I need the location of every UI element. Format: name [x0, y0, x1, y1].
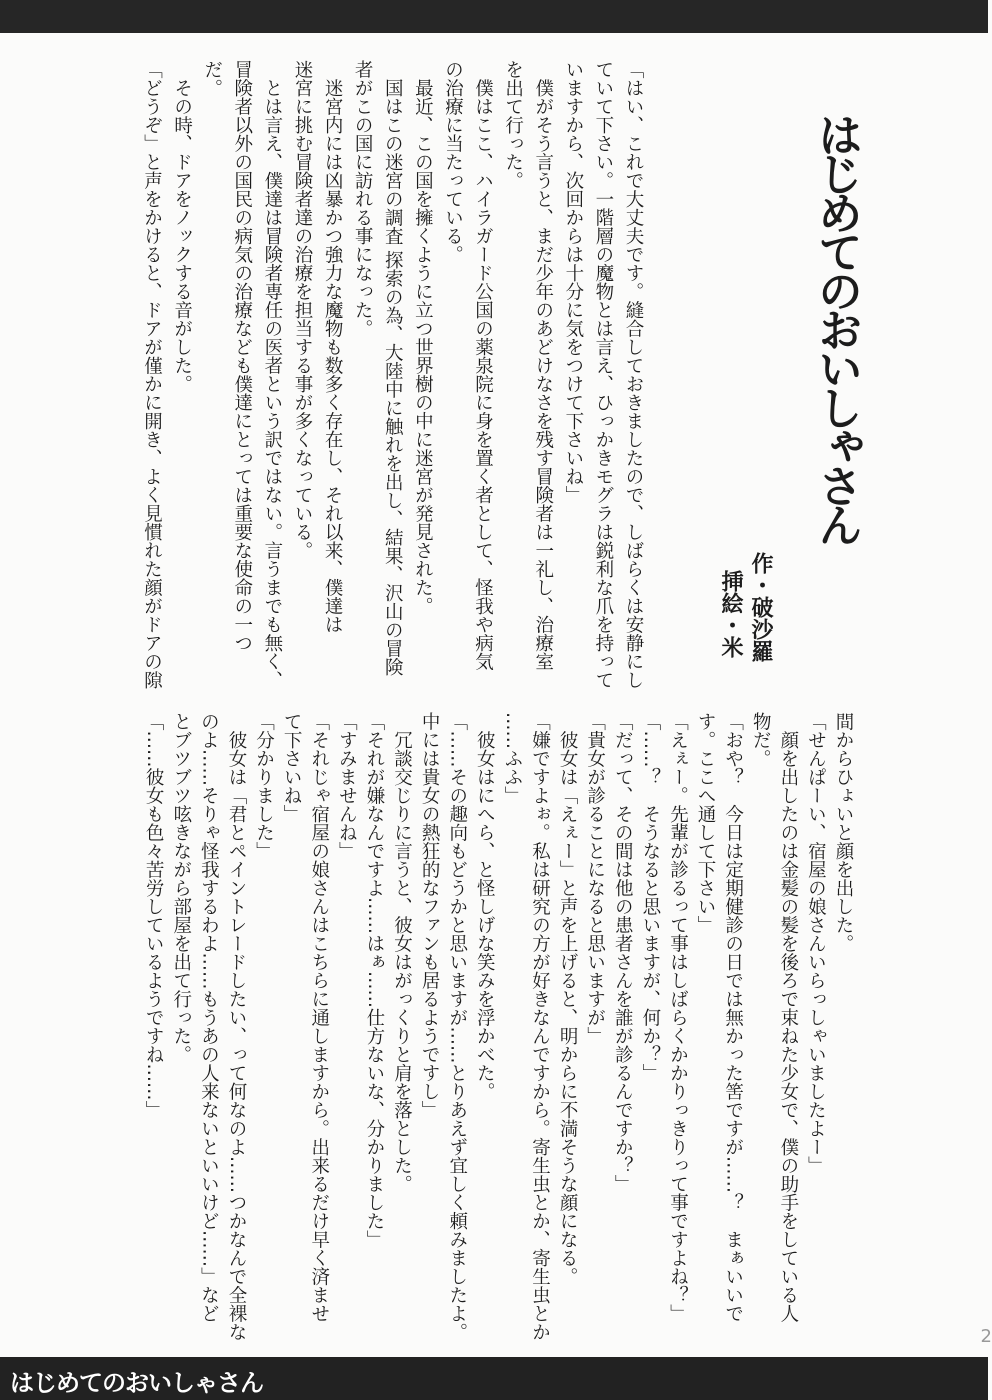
- credits: [715, 552, 775, 662]
- text-column: 彼女は「えぇー」と声を上げると、明からに不満そうな顔になる。: [557, 712, 579, 1286]
- text-column: 「……その趣向もどうかと思いますが……とりあえず宜しく頼みましたよ。: [446, 712, 468, 1341]
- text-column: 「だって、その間は他の患者さんを誰が診るんですか？」: [612, 712, 634, 1193]
- text-column: その時、ドアをノックする音がした。: [171, 60, 193, 393]
- text-column: 「……彼女も色々苦労しているようですね……」: [143, 712, 165, 1119]
- text-column: の治療に当たっている。: [442, 60, 464, 264]
- text-column: 僕がそう言うと、まだ少年のあどけなさを残す冒険者は一礼し、治療室: [532, 60, 554, 671]
- text-column: 顔を出したのは金髪の髪を後ろで束ねた少女で、僕の助手をしている人: [777, 712, 799, 1323]
- text-column: 彼女はにへら、と怪しげな笑みを浮かべた。: [474, 712, 496, 1101]
- text-column: 「分かりました」: [253, 712, 275, 860]
- text-column: だ。: [201, 60, 223, 97]
- story-title: はじめてのおいしゃさん: [810, 112, 863, 541]
- text-column: 者がこの国に訪れる事になった。: [352, 60, 374, 338]
- text-column: 「はい、これで大丈夫です。縫合しておきましたので、しばらくは安静にし: [623, 60, 644, 689]
- text-column: いますから、次回からは十分に気をつけて下さいね」: [562, 60, 584, 504]
- text-column: 中には貴女の熱狂的なファンも居るようですし」: [419, 712, 441, 1119]
- text-column: 「……？ そうなると思いますが、何か？」: [639, 712, 661, 1082]
- text-column: のよ……そりゃ怪我するわよ……もうあの人来ないといいけど……」など: [198, 712, 220, 1323]
- text-column: ていて下さい。一階層の魔物とは言え、ひっかきモグラは鋭利な爪を持って: [592, 60, 614, 689]
- footer-bar: [0, 1357, 988, 1400]
- text-column: 迷宮に挑む冒険者達の治療を担当する事が多くなっている。: [291, 60, 313, 560]
- text-column: を出て行った。: [502, 60, 524, 190]
- page-number: 2: [980, 1326, 992, 1347]
- text-column: 物だ。: [750, 712, 772, 768]
- illustration-credit: 挿絵・米: [718, 570, 743, 658]
- text-column: 彼女は「君とペイントレードしたい、って何なのよ……つかなんで全裸な: [225, 712, 247, 1341]
- text-column: 迷宮内には凶暴かつ強力な魔物も数多く存在し、それ以来、僕達は: [322, 60, 344, 634]
- body-text-upper: [136, 60, 648, 700]
- text-column: 「すみませんね」: [336, 712, 358, 860]
- text-column: す。ここへ通して下さい」: [695, 712, 717, 934]
- text-column: 間からひょいと顔を出した。: [833, 712, 854, 953]
- text-column: 最近、この国を擁くように立つ世界樹の中に迷宮が発見された。: [412, 60, 434, 615]
- text-column: 「えぇー。先輩が診るって事はしばらくかかりっきりって事ですよね？」: [667, 712, 689, 1323]
- text-column: 国はこの迷宮の調査 探索の為、大陸中に触れを出し、結果、沢山の冒険: [382, 60, 404, 677]
- text-column: 僕はここ、ハイラガード公国の薬泉院に身を置く者として、怪我や病気: [472, 60, 494, 671]
- author-credit: 作・破沙羅: [748, 552, 773, 662]
- text-column: て下さいね」: [281, 712, 303, 823]
- body-text-lower: [140, 712, 857, 1352]
- text-column: ……ふふ」: [501, 712, 523, 805]
- text-column: 「嫌ですよぉ。私は研究の方が好きなんですから。寄生虫とか、寄生虫とか: [529, 712, 551, 1341]
- top-margin-bar: [0, 0, 988, 33]
- text-column: 「それが嫌なんですよ……はぁ……仕方ないな、分かりました」: [363, 712, 385, 1249]
- text-column: 「それじゃ宿屋の娘さんはこちらに通しますから。出来るだけ早く済ませ: [308, 712, 330, 1323]
- text-column: とブツブツ呟きながら部屋を出て行った。: [170, 712, 192, 1064]
- text-column: 冒険者以外の国民の病気の治療なども僕達にとっては重要な使命の一つ: [231, 60, 253, 652]
- text-column: 冗談交じりに言うと、彼女はがっくりと肩を落とした。: [391, 712, 413, 1193]
- text-column: とは言え、僕達は冒険者専任の医者という訳ではない。言うまでも無く、: [261, 60, 283, 689]
- text-column: 「せんぱーい、宿屋の娘さんいらっしゃいましたよー」: [805, 712, 827, 1175]
- running-title: はじめてのおいしゃさん: [10, 1369, 263, 1397]
- text-column: 「おや？ 今日は定期健診の日では無かった筈ですが……？ まぁいいで: [722, 712, 744, 1323]
- text-column: 「貴女が診ることになると思いますが」: [584, 712, 606, 1045]
- text-column: 「どうぞ」と声をかけると、ドアが僅かに開き、よく見慣れた顔がドアの隙: [141, 60, 163, 689]
